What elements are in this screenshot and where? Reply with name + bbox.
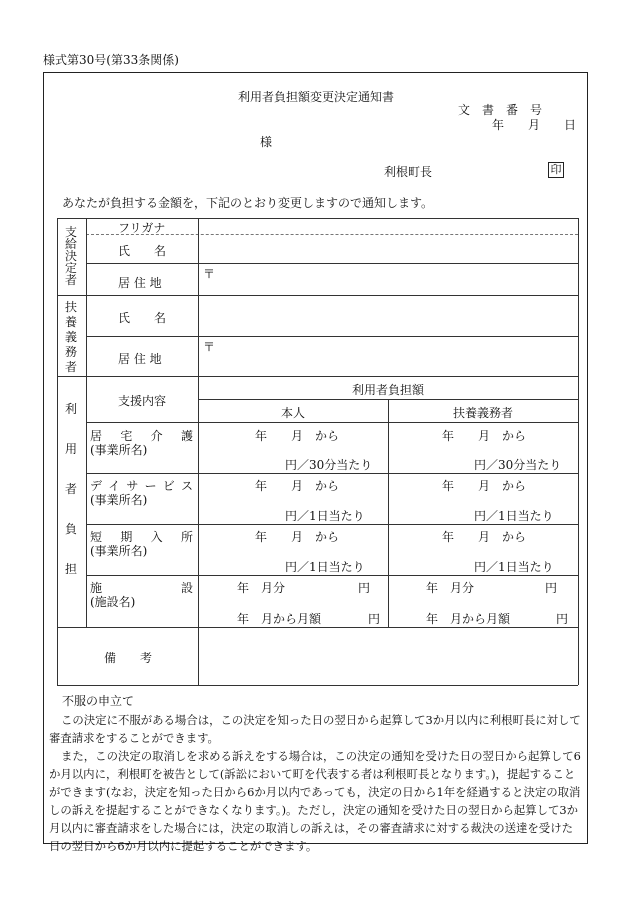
recipient-postal-mark: 〒	[203, 267, 216, 281]
short-stay-guardian-unit: 円／1日当たり	[474, 560, 554, 574]
section-divider	[57, 627, 578, 628]
recipient-section-label: 支 給 決 定 者	[64, 225, 77, 287]
document-title: 利用者負担額変更決定通知書	[238, 90, 395, 104]
header-bottom-line	[86, 422, 578, 423]
recipient-suffix: 様	[260, 135, 273, 149]
remarks-label: 備 考	[104, 651, 153, 665]
facility-guardian-month: 年 月分	[426, 581, 475, 595]
guardian-postal-mark: 〒	[203, 340, 216, 354]
guardian-name-label: 氏 名	[118, 311, 167, 325]
intro-text: あなたが負担する金額を，下記のとおり変更しますので通知します。	[62, 196, 434, 210]
amount-header: 利用者負担額	[352, 383, 425, 397]
facility-self-monthly-yen: 円	[368, 612, 381, 626]
day-service-self-from: 年 月 から	[255, 479, 340, 493]
facility-guardian-monthly-yen: 円	[556, 612, 569, 626]
guardian-section-label: 扶 養 義 務 者	[64, 300, 77, 374]
home-care-guardian-unit: 円／30分当たり	[474, 458, 562, 472]
table-bottom-line	[57, 685, 578, 686]
short-stay-guardian-from: 年 月 から	[442, 530, 527, 544]
burden-section-label: 利 用 者 負 担	[64, 402, 77, 576]
date-label: 年 月 日	[492, 118, 577, 132]
recipient-name-label: 氏 名	[118, 244, 167, 258]
issuer-name: 利根町長	[384, 165, 433, 179]
facility-name-label: (施設名)	[90, 595, 136, 609]
section-divider	[57, 295, 578, 296]
facility-self-month: 年 月分	[237, 581, 286, 595]
value-column-line	[198, 218, 199, 685]
table-right-line	[578, 218, 579, 685]
facility-label: 施 設	[90, 581, 193, 595]
day-service-self-unit: 円／1日当たり	[285, 509, 365, 523]
recipient-address-label: 居 住 地	[118, 276, 162, 290]
row-divider	[86, 263, 578, 264]
short-stay-self-from: 年 月 から	[255, 530, 340, 544]
short-stay-office-label: (事業所名)	[90, 544, 148, 558]
amount-split-line	[388, 399, 389, 627]
row-divider	[86, 473, 578, 474]
row-divider	[86, 575, 578, 576]
home-care-self-from: 年 月 から	[255, 429, 340, 443]
day-service-label: デ イ サ ー ビ ス	[90, 479, 193, 493]
facility-guardian-month-yen: 円	[545, 581, 558, 595]
day-service-guardian-unit: 円／1日当たり	[474, 509, 554, 523]
home-care-office-label: (事業所名)	[90, 443, 148, 457]
support-content-header: 支援内容	[118, 394, 167, 408]
appeal-paragraph-2: また，この決定の取消しを求める訴えをする場合は，この決定の通知を受けた日の翌日から起算して6か月以内に，利根町を被告として(訴訟において町を代表する者は利根町長となります。)，提起することができます(なお，決定を知った日から6か月以内であっても，決定の日から1年を経過すると決定の取消しの訴えを提起することができなくなります。)。ただし，決定の通知を受けた日の翌日から起算して3か月以内に審査請求をした場合には，決定の取消しの訴えは，その審査請求に対する裁決の送達を受けた日の翌日から6か月以内に提起することができます。	[49, 749, 581, 853]
short-stay-self-unit: 円／1日当たり	[285, 560, 365, 574]
appeal-paragraph-1: この決定に不服がある場合は，この決定を知った日の翌日から起算して3か月以内に利根町長に対して審査請求をすることができます。	[49, 713, 581, 745]
home-care-self-unit: 円／30分当たり	[285, 458, 373, 472]
self-column-header: 本人	[281, 406, 306, 420]
furigana-label: フリガナ	[118, 221, 166, 235]
document-number-label: 文 書 番 号	[458, 103, 543, 117]
section-divider	[57, 376, 578, 377]
label-column-line	[86, 218, 87, 627]
short-stay-label: 短 期 入 所	[90, 530, 193, 544]
form-number: 様式第30号(第33条関係)	[43, 53, 179, 67]
guardian-column-header: 扶養義務者	[453, 406, 514, 420]
home-care-label: 居 宅 介 護	[90, 429, 193, 443]
facility-guardian-monthly: 年 月から月額	[426, 612, 511, 626]
day-service-guardian-from: 年 月 から	[442, 479, 527, 493]
row-divider	[86, 336, 578, 337]
row-divider	[86, 524, 578, 525]
day-service-office-label: (事業所名)	[90, 493, 148, 507]
appeal-heading: 不服の申立て	[62, 694, 135, 708]
table-left-line	[57, 218, 58, 685]
facility-self-monthly: 年 月から月額	[237, 612, 322, 626]
official-seal: 印	[548, 162, 564, 178]
facility-self-month-yen: 円	[358, 581, 371, 595]
home-care-guardian-from: 年 月 から	[442, 429, 527, 443]
guardian-address-label: 居 住 地	[118, 352, 162, 366]
